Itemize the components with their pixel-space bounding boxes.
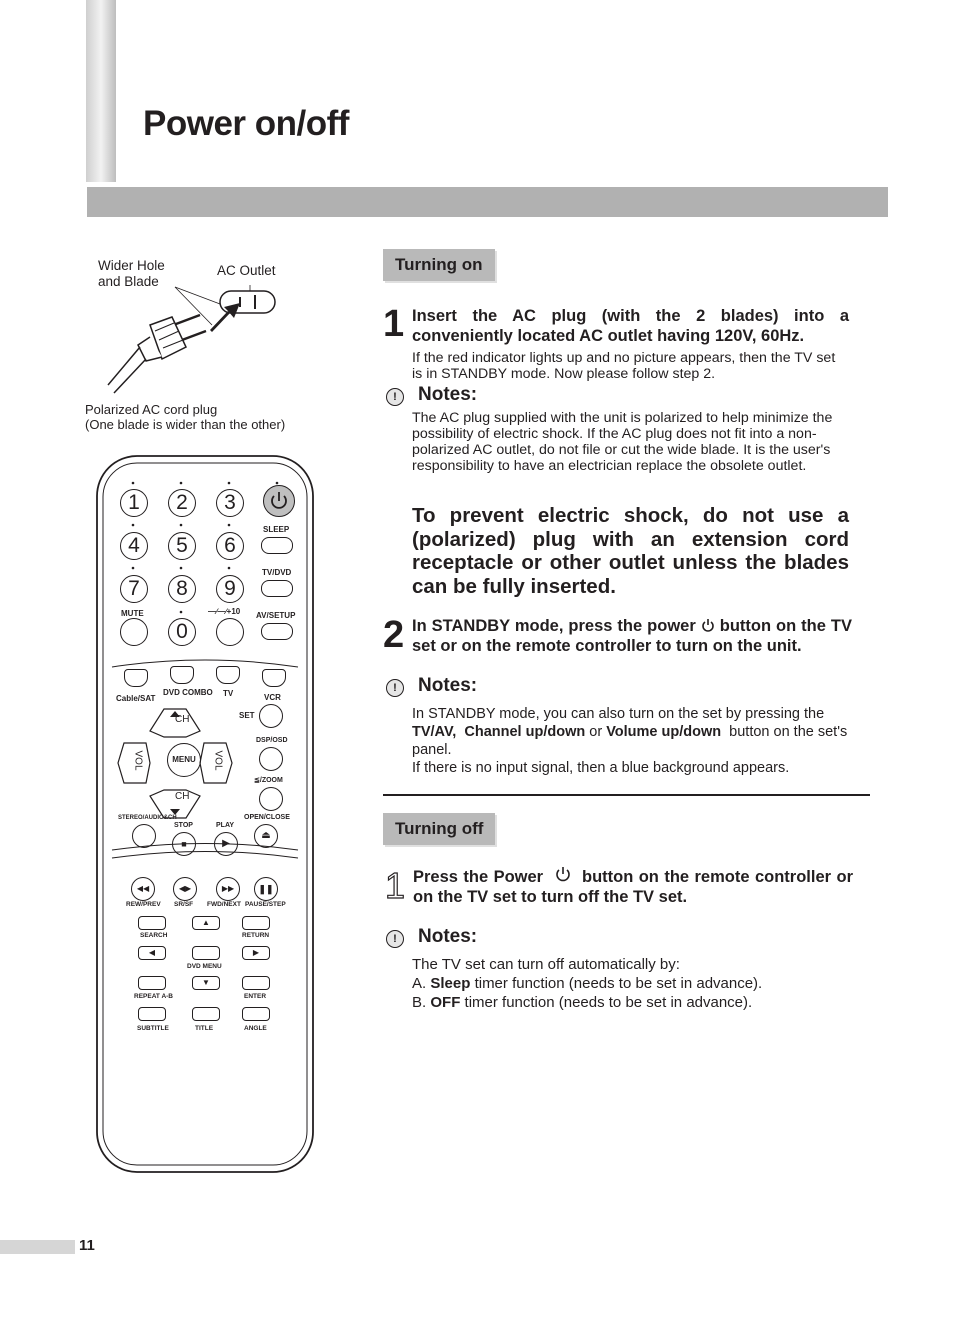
rewprev-button[interactable] xyxy=(131,877,155,901)
off-bold: OFF xyxy=(430,994,461,1011)
dsposd-button[interactable] xyxy=(259,747,283,771)
channel-bold: Channel up/down xyxy=(464,724,586,740)
fwdnext-button[interactable] xyxy=(216,877,240,901)
openclose-button[interactable] xyxy=(254,824,278,848)
volume-bold: Volume up/down xyxy=(606,724,722,740)
down-arrow-icon: ▼ xyxy=(202,978,210,987)
avsetup-button[interactable] xyxy=(261,623,293,640)
digit-2-button[interactable]: 2 xyxy=(168,489,196,517)
vcr-label: VCR xyxy=(264,693,281,702)
dsposd-label: DSP/OSD xyxy=(256,737,288,744)
pausestep-button[interactable] xyxy=(254,877,278,901)
left-arrow-icon: ◀ xyxy=(148,948,156,957)
angle-button[interactable] xyxy=(242,1007,270,1021)
right-arrow-icon: ▶ xyxy=(252,948,260,957)
zoom-label: ≦/ZOOM xyxy=(254,777,283,784)
notes-alert-icon: ! xyxy=(386,679,404,697)
set-button[interactable] xyxy=(259,704,283,728)
return-button[interactable] xyxy=(242,916,270,930)
sleep-bold: Sleep xyxy=(430,975,471,992)
pause-icon: ❚❚ xyxy=(258,884,274,894)
vol-down-button[interactable] xyxy=(122,745,150,781)
section-divider xyxy=(383,794,870,796)
notes-1-text: The AC plug supplied with the unit is polarized to help minimize the possibility of electric shock. If the AC plug does not fit into a non-polarized AC outlet, do not file or cut the wide blade. It is the user's responsibility to have an electrician replace the obsolete outlet. xyxy=(412,410,833,474)
vol-up-button[interactable] xyxy=(206,745,234,781)
step-2-instruction xyxy=(412,616,852,656)
tvdvd-label: TV/DVD xyxy=(262,568,292,577)
digit-4-button[interactable]: 4 xyxy=(120,532,148,560)
dvdcombo-button[interactable] xyxy=(170,666,194,684)
turning-on-label: Turning on xyxy=(383,249,495,281)
eject-icon: ⏏ xyxy=(261,830,271,841)
stop-button[interactable] xyxy=(172,832,196,856)
item-b-prefix: B. xyxy=(412,994,427,1011)
page-number: 11 xyxy=(79,1237,95,1254)
plug-caption-2: (One blade is wider than the other) xyxy=(85,417,286,432)
rewprev-label: REW/PREV xyxy=(126,901,161,908)
turning-off-label: Turning off xyxy=(383,813,495,845)
digit-8-button[interactable]: 8 xyxy=(168,575,196,603)
section-banner xyxy=(87,187,888,217)
off-step-1-instruction xyxy=(413,866,853,907)
left-button[interactable] xyxy=(138,946,166,960)
play-button[interactable] xyxy=(214,832,238,856)
return-label: RETURN xyxy=(242,932,270,939)
slow-icon: ◀▶ xyxy=(178,884,192,893)
cablesat-label: Cable/SAT xyxy=(116,694,156,703)
search-label: SEARCH xyxy=(140,932,168,939)
ch-up-button[interactable] xyxy=(161,707,197,739)
tvdvd-button[interactable] xyxy=(261,580,293,597)
stereo-label: STEREO/AUDIO&CH xyxy=(118,815,177,821)
digit-6-button[interactable]: 6 xyxy=(216,532,244,560)
subtitle-label: SUBTITLE xyxy=(137,1025,169,1032)
notes-3-line-1: The TV set can turn off automatically by: xyxy=(412,956,680,973)
plus10-button[interactable] xyxy=(216,618,244,646)
tv-source-button[interactable] xyxy=(216,666,240,684)
stop-icon: ■ xyxy=(181,839,187,849)
off-step-1-number: 1 xyxy=(385,865,406,906)
remote-power-button[interactable] xyxy=(263,485,295,517)
item-a-prefix: A. xyxy=(412,975,427,992)
shock-warning: To prevent electric shock, do not use a (polarized) plug with an extension cord receptacle or other outlet unless the blades can be fully inserted. xyxy=(412,504,849,598)
notes-3-text xyxy=(412,955,852,1012)
enter-label: ENTER xyxy=(244,993,267,1000)
vol-up-label: VOL xyxy=(212,750,224,771)
step-2-text-a: In STANDBY mode, press the power xyxy=(412,617,696,635)
srsf-button[interactable] xyxy=(173,877,197,901)
power-icon xyxy=(555,866,571,882)
item-b-text: timer function (needs to be set in advance). xyxy=(464,994,753,1011)
enter-button[interactable] xyxy=(242,976,270,990)
vcr-button[interactable] xyxy=(262,669,286,687)
ac-outlet-label: AC Outlet xyxy=(217,263,276,278)
fwdnext-label: FWD/NEXT xyxy=(207,901,241,908)
rewind-icon: ◀◀ xyxy=(136,884,150,893)
sleep-label: SLEEP xyxy=(263,525,290,534)
pausestep-label: PAUSE/STEP xyxy=(245,901,286,908)
openclose-label: OPEN/CLOSE xyxy=(244,814,290,821)
notes-2-line-b-end: button on the set's panel. xyxy=(412,724,848,758)
repeatab-label: REPEAT A-B xyxy=(134,993,173,1000)
remote-controller xyxy=(96,455,314,1173)
right-button[interactable] xyxy=(242,946,270,960)
plug-caption-1: Polarized AC cord plug xyxy=(85,402,218,417)
digit-7-button[interactable]: 7 xyxy=(120,575,148,603)
dvdcombo-label: DVD COMBO xyxy=(163,688,213,697)
down-button[interactable] xyxy=(192,976,220,990)
cablesat-button[interactable] xyxy=(124,669,148,687)
dvdmenu-label: DVD MENU xyxy=(187,963,222,970)
forward-icon: ▶▶ xyxy=(221,884,235,893)
dvdmenu-button[interactable] xyxy=(192,946,220,960)
wider-hole-label: Wider Hole and Blade xyxy=(98,258,165,289)
angle-label: ANGLE xyxy=(244,1025,267,1032)
step-2-text-b: button on the TV set or on the remote controller to turn on the unit. xyxy=(412,617,852,655)
avsetup-label: AV/SETUP xyxy=(256,611,296,620)
notes-alert-icon: ! xyxy=(386,930,404,948)
notes-heading-2: Notes: xyxy=(418,675,478,696)
off-step-text-a: Press the Power xyxy=(413,868,544,886)
vol-down-label: VOL xyxy=(132,750,144,771)
up-button[interactable] xyxy=(192,916,220,930)
mute-button[interactable] xyxy=(120,618,148,646)
mute-label: MUTE xyxy=(121,609,144,618)
footer-bar xyxy=(0,1240,75,1254)
off-step-text-b: button on the remote controller or on the TV set to turn off the TV set. xyxy=(413,868,853,906)
search-button[interactable] xyxy=(138,916,166,930)
subtitle-button[interactable] xyxy=(138,1007,166,1021)
up-arrow-icon: ▲ xyxy=(202,918,210,927)
step-1-instruction: Insert the AC plug (with the 2 blades) into a conveniently located AC outlet having 120V, 60Hz. xyxy=(412,307,849,345)
stereo-button[interactable] xyxy=(132,824,156,848)
power-icon xyxy=(701,618,715,633)
notes-alert-icon: ! xyxy=(386,388,404,406)
repeatab-button[interactable] xyxy=(138,976,166,990)
power-icon xyxy=(264,486,294,516)
srsf-label: SR/SF xyxy=(174,901,194,908)
zoom-button[interactable] xyxy=(259,787,283,811)
title-button[interactable] xyxy=(192,1007,220,1021)
play-label: PLAY xyxy=(216,822,235,829)
notes-heading-3: Notes: xyxy=(418,926,478,947)
step-1-detail: If the red indicator lights up and no picture appears, then the TV set is in STANDBY mode. Now please follow step 2. xyxy=(412,350,836,382)
step-1-number: 1 xyxy=(383,303,405,345)
tv-label: TV xyxy=(223,689,234,698)
set-label: SET xyxy=(239,711,255,720)
step-2-number: 2 xyxy=(383,614,405,656)
ac-plug-illustration xyxy=(100,285,290,397)
tvav-bold: TV/AV, xyxy=(412,724,457,740)
stop-label: STOP xyxy=(174,822,193,829)
title-label: TITLE xyxy=(195,1025,214,1032)
plus10-label: —∕—∕+10 xyxy=(208,607,241,616)
play-icon: ▶ xyxy=(222,838,230,849)
notes-heading-1: Notes: xyxy=(418,384,478,405)
ch-down-label: CH xyxy=(175,791,190,802)
digit-0-button[interactable]: 0 xyxy=(168,618,196,646)
menu-button[interactable]: MENU xyxy=(167,743,201,777)
header-side-bar xyxy=(86,0,116,182)
digit-5-button[interactable]: 5 xyxy=(168,532,196,560)
digit-1-button[interactable]: 1 xyxy=(120,489,148,517)
notes-2-text xyxy=(412,705,854,777)
item-a-text: timer function (needs to be set in advance). xyxy=(474,975,763,992)
ch-up-label: CH xyxy=(175,714,190,725)
notes-2-line-c: If there is no input signal, then a blue background appears. xyxy=(412,760,790,776)
page-title: Power on/off xyxy=(143,104,349,143)
digit-9-button[interactable]: 9 xyxy=(216,575,244,603)
notes-2-or: or xyxy=(589,724,603,740)
digit-3-button[interactable]: 3 xyxy=(216,489,244,517)
sleep-button[interactable] xyxy=(261,537,293,554)
notes-2-line-a: In STANDBY mode, you can also turn on the set by pressing the xyxy=(412,706,825,722)
